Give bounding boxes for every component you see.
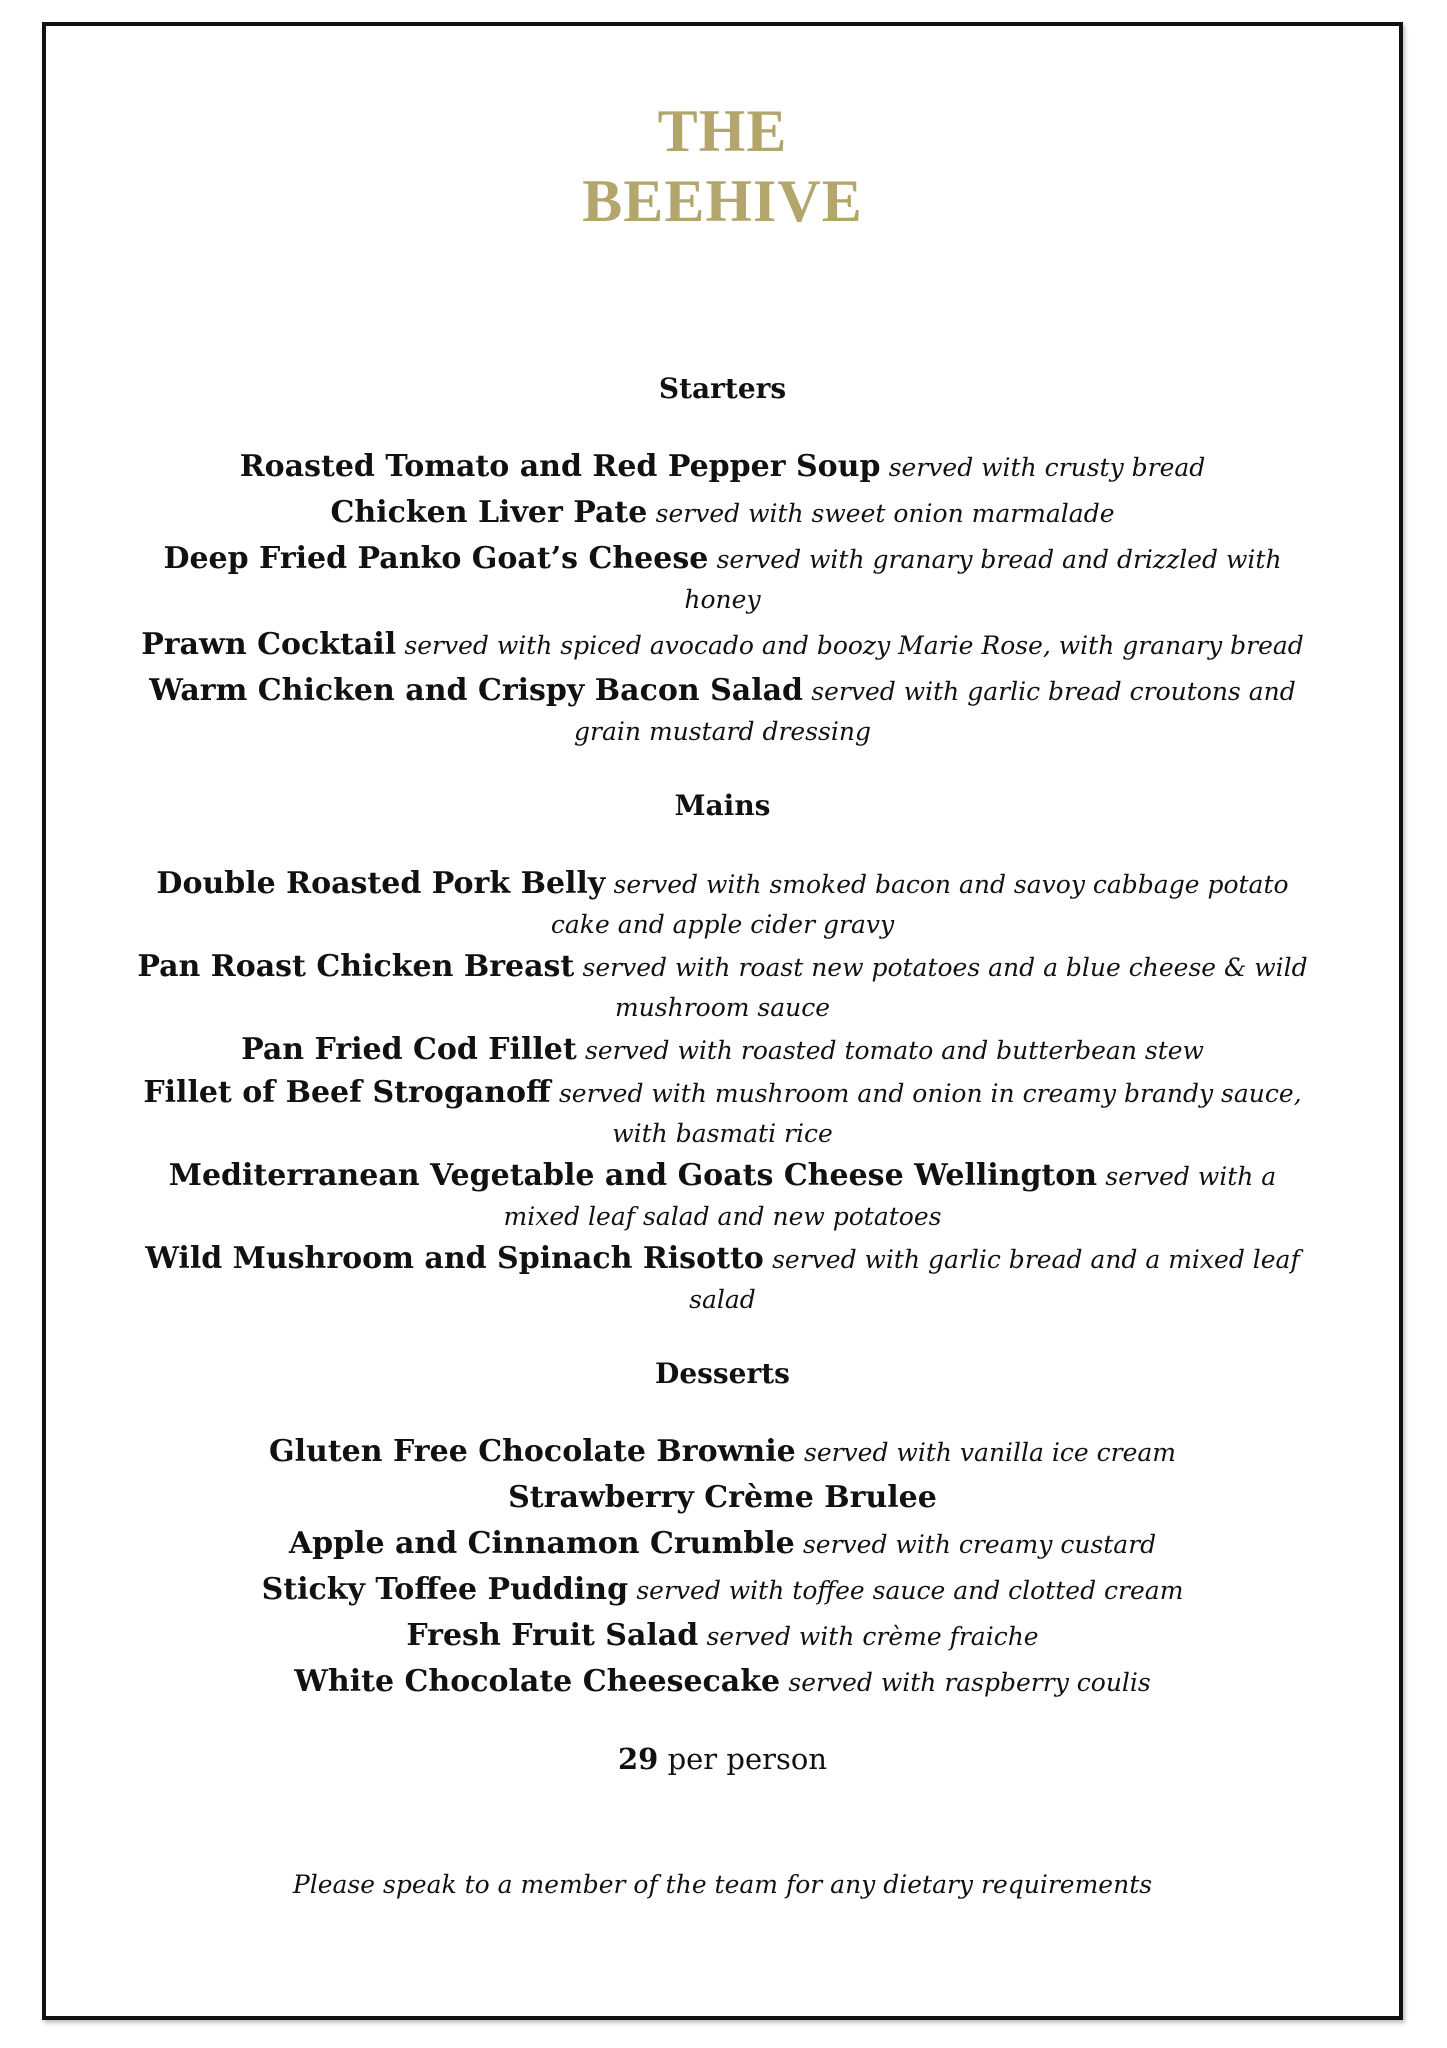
dish-name: Pan Roast Chicken Breast [137,949,575,984]
dish-name: White Chocolate Cheesecake [294,1664,781,1699]
menu-item [130,1570,1315,1611]
beehive-logo [46,96,1399,236]
menu-item [130,1239,1315,1320]
dish-description: served with roast new potatoes and a blue cheese & wild mushroom sauce [582,953,1308,1022]
menu-item [130,1662,1315,1703]
dish-name: Fillet of Beef Stroganoff [143,1075,551,1110]
menu-item [130,1524,1315,1565]
menu-page-border [42,22,1403,2020]
dish-name: Prawn Cocktail [141,627,397,662]
price-per-person [130,1739,1315,1779]
menu-content [130,371,1315,1903]
dish-name: Warm Chicken and Crispy Bacon Salad [149,673,804,708]
dish-description: served with a mixed leaf salad and new potatoes [503,1162,1277,1231]
dish-name: Pan Fried Cod Fillet [241,1032,577,1067]
dish-description: served with creamy custard [802,1530,1157,1559]
dish-description: served with toffee sauce and clotted cream [636,1576,1184,1605]
menu-item [130,447,1315,488]
price-unit: per person [667,1742,827,1776]
menu-item [130,671,1315,752]
dietary-note: Please speak to a member of the team for any dietary requirements [292,1870,1153,1899]
section-title-starters: Starters [658,372,787,405]
dish-name: Apple and Cinnamon Crumble [288,1526,795,1561]
dish-name: Double Roasted Pork Belly [156,866,606,901]
dish-description: served with granary bread and drizzled with honey [684,545,1282,614]
dish-description: served with vanilla ice cream [803,1438,1176,1467]
dish-description: served with sweet onion marmalade [655,499,1115,528]
logo-line-1: THE [657,98,788,164]
dish-name: Gluten Free Chocolate Brownie [269,1434,796,1469]
dish-description: served with crusty bread [888,453,1206,482]
dish-description: served with crème fraiche [706,1622,1039,1651]
dish-name: Deep Fried Panko Goat’s Cheese [163,541,709,576]
dish-name: Strawberry Crème Brulee [508,1480,937,1515]
dish-description: served with smoked bacon and savoy cabbage potato cake and apple cider gravy [550,870,1289,939]
menu-item [130,864,1315,945]
menu-item [130,947,1315,1028]
dish-name: Mediterranean Vegetable and Goats Cheese Wellington [168,1158,1098,1193]
dish-description: served with spiced avocado and boozy Marie Rose, with granary bread [404,631,1304,660]
dish-description: served with roasted tomato and butterbean stew [585,1036,1204,1065]
section-title-desserts: Desserts [655,1357,790,1390]
section-starters [130,371,1315,752]
dish-name: Sticky Toffee Pudding [261,1572,629,1607]
dish-name: Roasted Tomato and Red Pepper Soup [239,449,881,484]
section-desserts [130,1356,1315,1703]
dish-name: Fresh Fruit Salad [406,1618,699,1653]
menu-item [130,1030,1315,1071]
dish-description: served with raspberry coulis [788,1668,1151,1697]
menu-item [130,1432,1315,1473]
dish-description: served with mushroom and onion in creamy brandy sauce, with basmati rice [558,1079,1302,1148]
menu-item [130,539,1315,620]
dish-name: Wild Mushroom and Spinach Risotto [145,1241,764,1276]
section-mains [130,788,1315,1320]
menu-item [130,1073,1315,1154]
menu-item [130,1156,1315,1237]
dish-name: Chicken Liver Pate [330,495,648,530]
menu-item [130,625,1315,666]
logo-line-2: BEEHIVE [582,168,863,234]
menu-item [130,493,1315,534]
price-amount: 29 [618,1742,659,1776]
dish-description: served with garlic bread croutons and grain mustard dressing [574,677,1296,746]
menu-item [130,1478,1315,1519]
menu-item [130,1616,1315,1657]
section-title-mains: Mains [674,789,771,822]
dish-description: served with garlic bread and a mixed leaf salad [689,1245,1300,1314]
